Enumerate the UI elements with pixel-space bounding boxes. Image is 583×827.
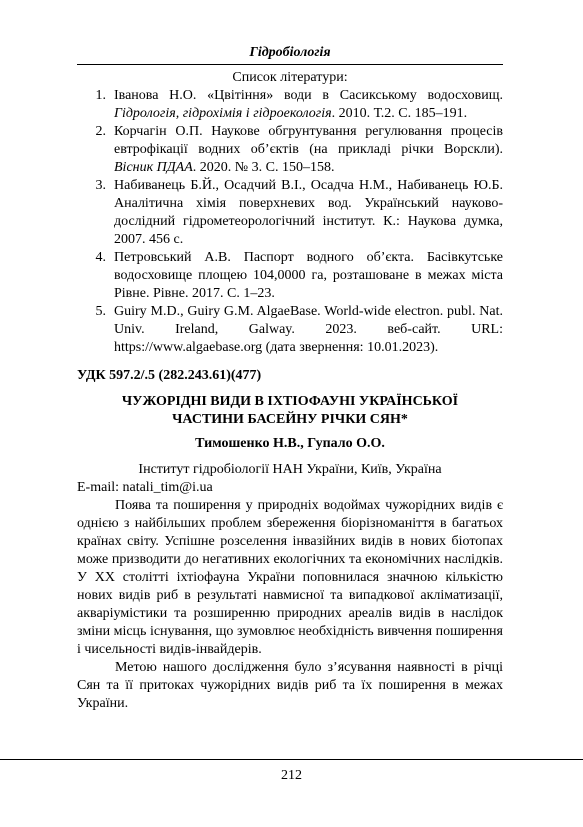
body-paragraph-2: Метою нашого дослідження було з’ясування наявності в річці Сян та її притоках чужорідних видів риб та їх поширення в межах України. — [77, 660, 503, 711]
reference-number: 2. — [95, 124, 106, 139]
body-paragraph-1: Поява та поширення у природніх водоймах чужорідних видів є однією з найбільших проблем збереження біорізноманіття в багатьох країнах світу. Успішне розселення інвазійних видів в нових біотопах може призводити до негативних екологічних та економічних наслідків. У ХХ столітті іхтіофауна України поповнилася значною кількістю нових видів риб в результаті навмисної та випадкової акліматизації, акваріумістики та розширенню природних ареалів видів в наслідок зміни місць існування, що зумовлює необхідність вивчення поширення і чисельності видів-інвайдерів. — [77, 498, 503, 657]
article-title-line-2: ЧАСТИНИ БАСЕЙНУ РІЧКИ СЯН* — [172, 412, 408, 427]
header-divider — [77, 64, 503, 65]
reference-text: Петровський А.В. Паспорт водного об’єкта. Басівкутське водосховище площею 104,0000 га, розташоване в межах міста Рівне. Рівне. 2017. С. 1–23. — [114, 250, 503, 301]
reference-text: Корчагін О.П. Наукове обгрунтування регулювання процесів евтрофікації водних об’єктів (на прикладі річки Ворскли). Вісник ПДАА. 2020. № 3. С. 150–158. — [114, 124, 503, 175]
reference-item — [77, 249, 503, 303]
references-title: Список літератури: — [232, 70, 348, 85]
page-content — [77, 69, 503, 713]
reference-number: 5. — [95, 304, 106, 319]
reference-item — [77, 177, 503, 249]
article-title — [77, 393, 503, 429]
reference-number: 4. — [95, 250, 106, 265]
udc-code: УДК 597.2/.5 (282.243.61)(477) — [77, 368, 262, 383]
article-authors: Тимошенко Н.В., Гупало О.О. — [195, 436, 385, 451]
author-affiliation: Інститут гідробіології НАН України, Київ, Україна — [138, 462, 442, 477]
running-header: Гідробіологія — [249, 45, 331, 60]
reference-item — [77, 303, 503, 357]
article-title-line-1: ЧУЖОРІДНІ ВИДИ В ІХТІОФАУНІ УКРАЇНСЬКОЇ — [121, 394, 459, 409]
reference-number: 1. — [95, 88, 106, 103]
reference-text: Іванова Н.О. «Цвітіння» води в Сасикському водосховищ. Гідрологія, гідрохімія і гідроекологія. 2010. Т.2. С. 185–191. — [114, 88, 503, 121]
reference-text: Набиванець Б.Й., Осадчий В.І., Осадча Н.М., Набиванець Ю.Б. Аналітична хімія поверхневих вод. Український науково-дослідний гідрометеорологічний інститут. К.: Наукова думка, 2007. 456 с. — [114, 178, 503, 247]
references-list — [77, 87, 503, 357]
page-number: 212 — [281, 768, 302, 783]
reference-item — [77, 123, 503, 177]
footer-divider — [0, 759, 583, 760]
reference-text: Guiry M.D., Guiry G.M. AlgaeBase. World-wide electron. publ. Nat. Univ. Ireland, Galway. 2023. веб-сайт. URL: https://www.algaebase.org (дата звернення: 10.01.2023). — [114, 304, 503, 355]
reference-item — [77, 87, 503, 123]
reference-number: 3. — [95, 178, 106, 193]
author-email: E-mail: natali_tim@i.ua — [77, 480, 213, 495]
